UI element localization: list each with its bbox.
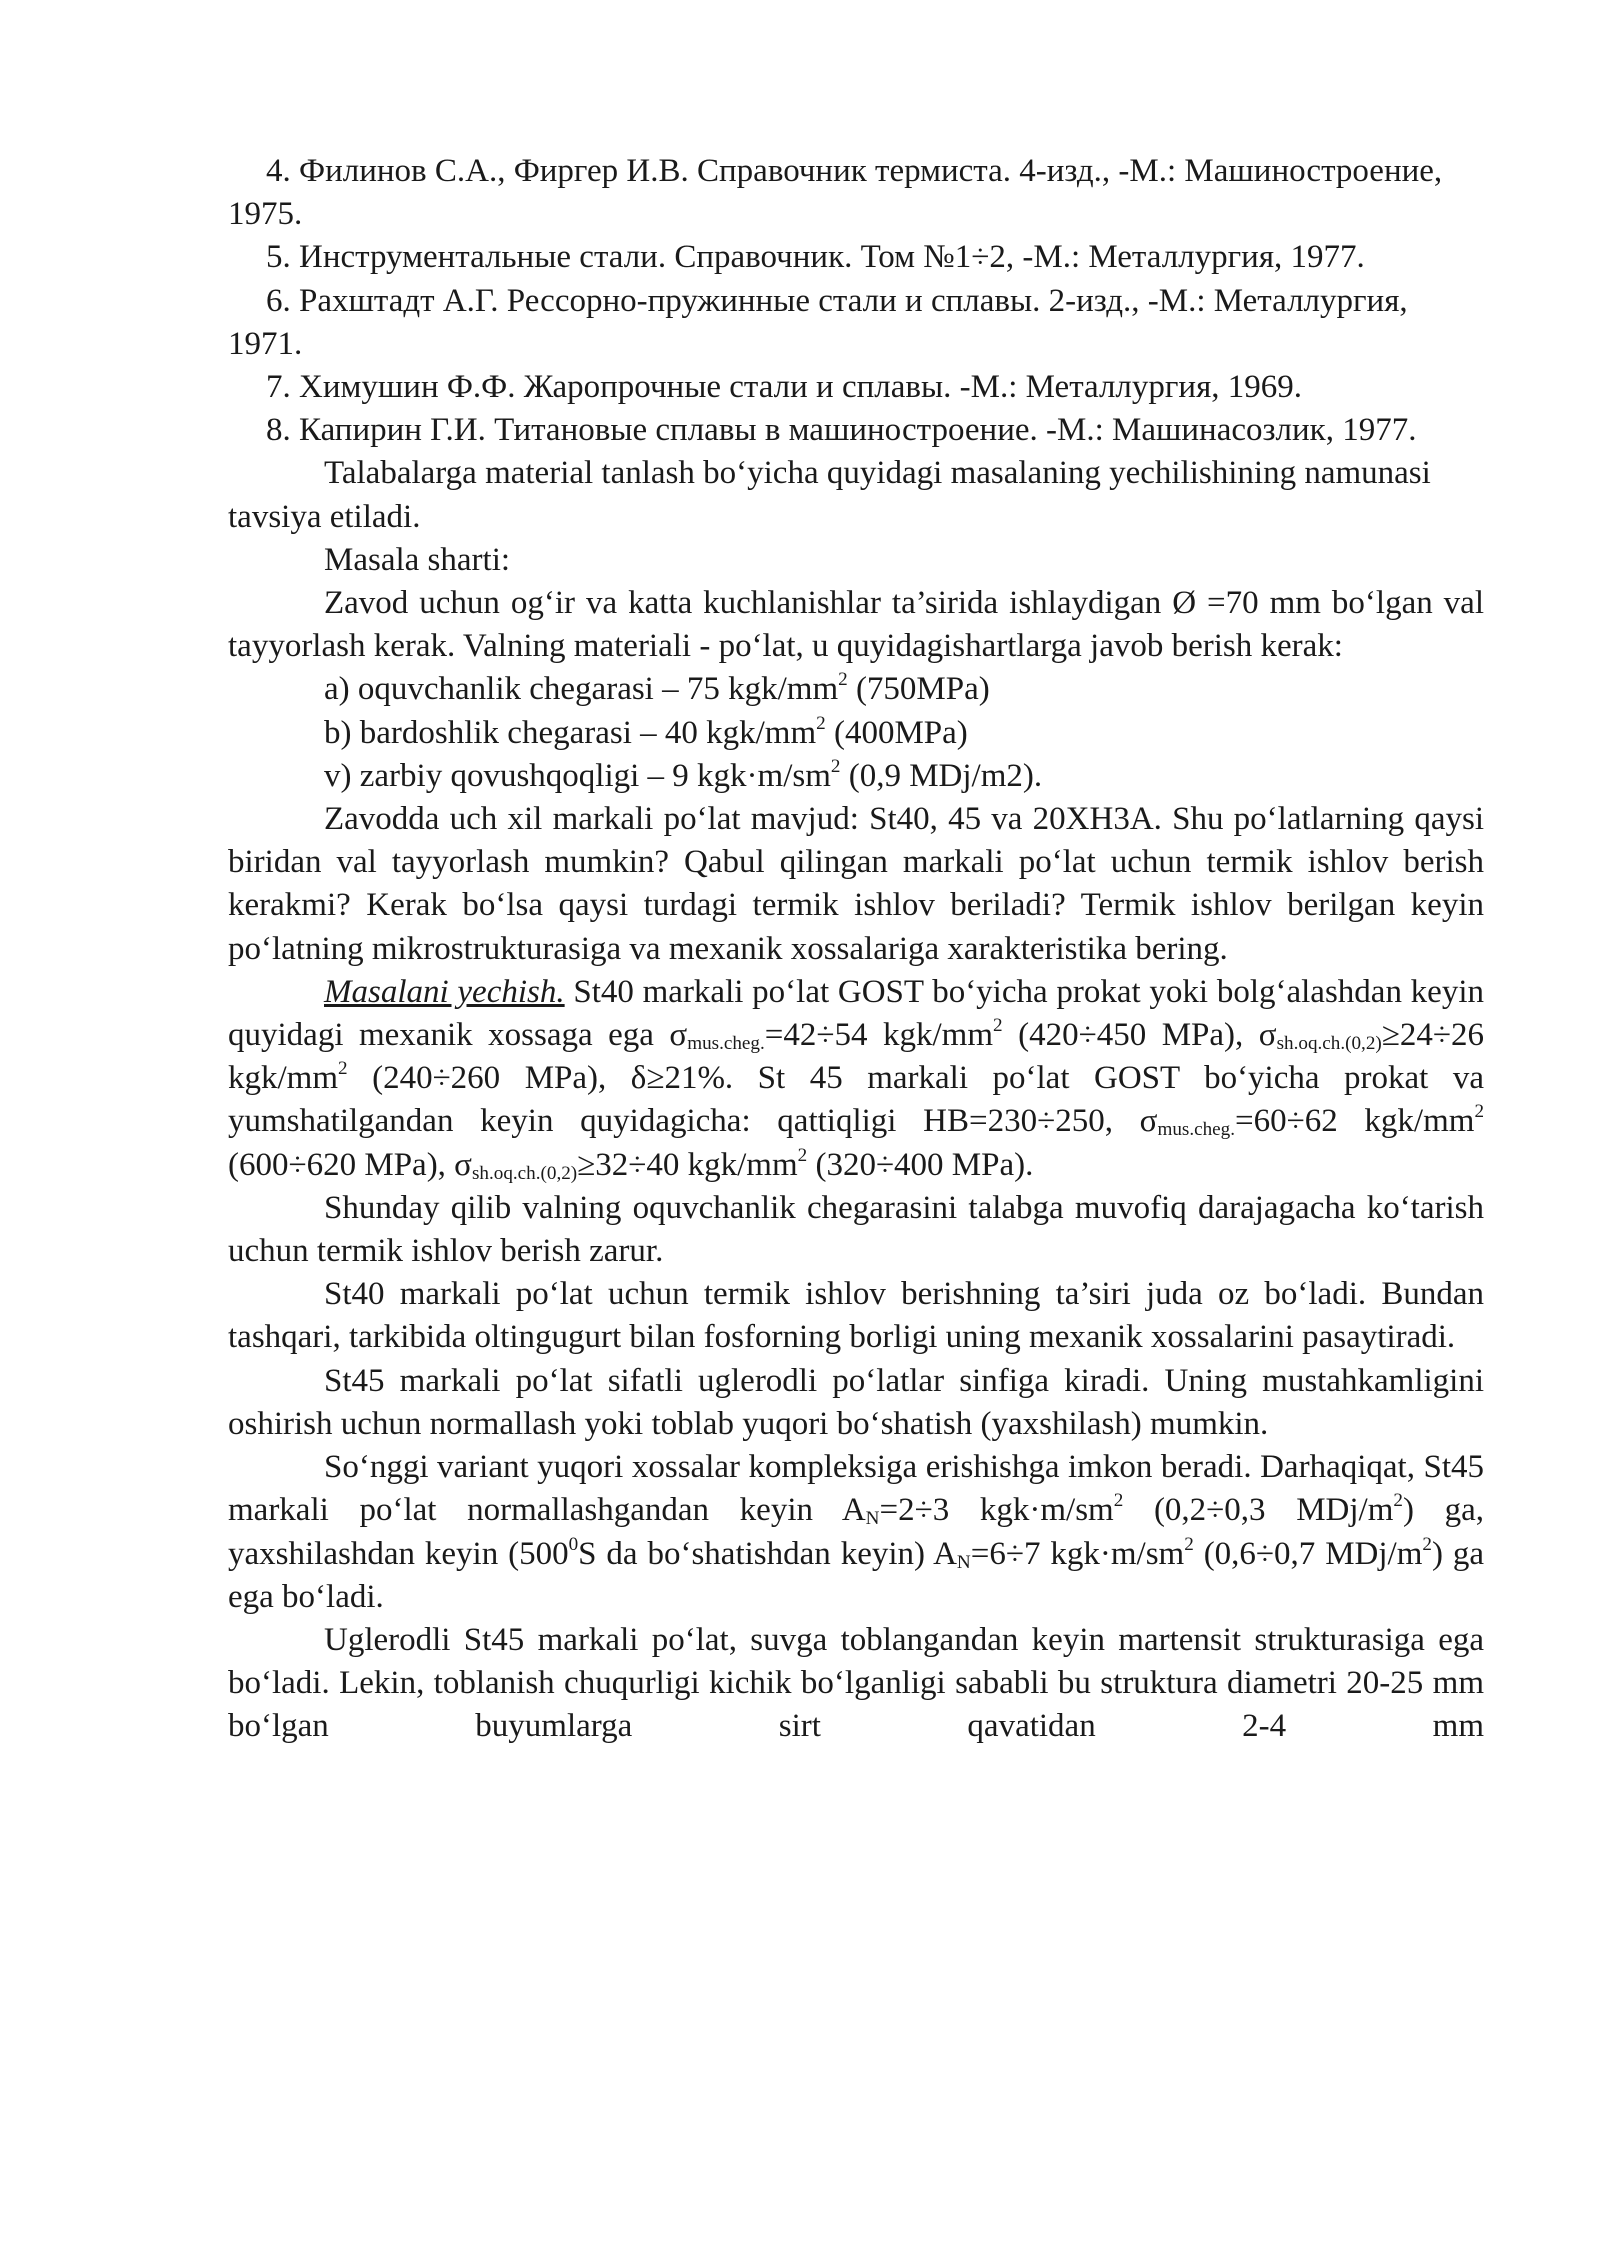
solution-text: St40 markali po‘lat GOST bo‘yicha prokat yoki bolg‘alashdan keyin quyidagi mexanik xossaga ega σ bbox=[228, 973, 1485, 1054]
superscript: 2 bbox=[816, 712, 826, 734]
solution-text: (600÷620 MPa), σ bbox=[228, 1146, 472, 1183]
st40-paragraph: St40 markali po‘lat uchun termik ishlov berishning ta’siri juda oz bo‘ladi. Bundan tashqari, tarkibida oltingugurt bilan fosforning borligi uning mexanik xossalarini pasaytiradi. bbox=[228, 1276, 1484, 1356]
requirement-a bbox=[228, 668, 1484, 711]
superscript: 2 bbox=[1113, 1490, 1124, 1512]
superscript: 2 bbox=[1422, 1533, 1432, 1555]
solution-paragraph bbox=[228, 971, 1484, 1187]
requirement-value: (0,9 MDj/m2). bbox=[840, 757, 1043, 794]
reference-5 bbox=[228, 236, 1484, 279]
reference-8 bbox=[228, 409, 1484, 452]
reference-text: Рахштадт А.Г. Рессорно-пружинные стали и сплавы. 2-изд., -М.: Металлургия, 1971. bbox=[228, 282, 1408, 362]
superscript: 2 bbox=[797, 1144, 808, 1166]
solution-text: (320÷400 MPa). bbox=[807, 1146, 1034, 1183]
requirement-v bbox=[228, 755, 1484, 798]
reference-number: 4. bbox=[266, 153, 291, 189]
requirement-value: (750MPa) bbox=[847, 671, 990, 708]
variant-text: (0,6÷0,7 MDj/m bbox=[1193, 1535, 1423, 1572]
subscript: sh.oq.ch.(0,2) bbox=[1276, 1033, 1382, 1055]
variant-text: =2÷3 kgk·m/sm bbox=[879, 1492, 1114, 1529]
variant-text: ) ga ega bo‘ladi. bbox=[228, 1535, 1485, 1615]
subscript: N bbox=[865, 1508, 880, 1530]
reference-text: Химушин Ф.Ф. Жаропрочные стали и сплавы. -М.: Металлургия, 1969. bbox=[299, 369, 1303, 406]
subscript: sh.oq.ch.(0,2) bbox=[471, 1162, 578, 1184]
requirement-text: v) zarbiy qovushqoqligi – 9 kgk·m/sm bbox=[324, 757, 831, 794]
requirement-value: (400MPa) bbox=[825, 714, 968, 751]
solution-text: (240÷260 MPa), δ≥21%. St 45 markali po‘lat GOST bo‘yicha prokat va yumshatilgandan keyin quyidagicha: qattiqligi HB=230÷250, σ bbox=[228, 1060, 1484, 1140]
subscript: mus.cheg. bbox=[687, 1033, 765, 1055]
reference-number: 5. bbox=[266, 239, 291, 276]
superscript: 2 bbox=[1474, 1101, 1485, 1123]
superscript: 2 bbox=[1393, 1490, 1403, 1512]
reference-text: Капирин Г.И. Титановые сплавы в машиностроение. -М.: Машинасозлик, 1977. bbox=[299, 412, 1417, 449]
requirement-b bbox=[228, 712, 1484, 755]
reference-7 bbox=[228, 366, 1484, 409]
variant-text: (0,2÷0,3 MDj/m bbox=[1123, 1492, 1394, 1529]
subscript: mus.cheg. bbox=[1157, 1119, 1236, 1141]
question-paragraph: Zavodda uch xil markali po‘lat mavjud: St40, 45 va 20XH3A. Shu po‘latlarning qaysi biridan val tayyorlash mumkin? Qabul qilingan markali po‘lat uchun termik ishlov berish kerakmi? Kerak bo‘lsa qaysi turdagi termik ishlov beriladi? Termik ishlov berilgan keyin po‘latning mikrostrukturasiga va mexanik xossalariga xarakteristika bering. bbox=[228, 801, 1484, 967]
variant-text: S da bo‘shatishdan keyin) A bbox=[578, 1535, 957, 1572]
superscript: 2 bbox=[838, 669, 848, 691]
last-paragraph: Uglerodli St45 markali po‘lat, suvga toblangandan keyin martensit strukturasiga ega bo‘ladi. Lekin, toblanish chuqurligi kichik bo‘lganligi sababli bu struktura diametri 20-25 mm bo‘lgan buyumlarga sirt qavatidan 2-4 mm bbox=[228, 1621, 1484, 1745]
shunday-paragraph: Shunday qilib valning oquvchanlik chegarasini talabga muvofiq darajagacha ko‘tarish uchun termik ishlov berish zarur. bbox=[228, 1189, 1484, 1270]
reference-number: 7. bbox=[266, 369, 291, 406]
variant-text: So‘nggi variant yuqori xossalar kompleksiga erishishga imkon beradi. Darhaqiqat, St45 markali po‘lat normallashgandan keyin A bbox=[228, 1449, 1484, 1529]
superscript: 2 bbox=[830, 756, 841, 778]
solution-text: =42÷54 kgk/mm bbox=[764, 1017, 994, 1054]
variant-text: =6÷7 kgk·m/sm bbox=[970, 1535, 1185, 1572]
condition-paragraph: Zavod uchun og‘ir va katta kuchlanishlar ta’sirida ishlaydigan Ø =70 mm bo‘lgan val tayyorlash kerak. Valning materiali - po‘lat, u quyidagishartlarga javob berish kerak: bbox=[228, 585, 1484, 665]
requirement-text: b) bardoshlik chegarasi – 40 kgk/mm bbox=[324, 714, 817, 751]
reference-text: Филинов С.А., Фиргер И.В. Справочник термиста. 4-изд., -М.: Машиностроение, 1975. bbox=[228, 153, 1443, 233]
solution-text: ≥24÷26 kgk/mm bbox=[228, 1017, 1484, 1097]
solution-text: (420÷450 MPa), σ bbox=[1002, 1017, 1277, 1054]
variant-text: ) ga, yaxshilashdan keyin (500 bbox=[228, 1492, 1485, 1572]
reference-number: 8. bbox=[266, 412, 291, 449]
reference-6 bbox=[228, 280, 1484, 366]
solution-text: ≥32÷40 kgk/mm bbox=[577, 1146, 798, 1183]
condition-heading: Masala sharti: bbox=[324, 541, 511, 578]
variant-paragraph bbox=[228, 1446, 1484, 1619]
document-page bbox=[228, 150, 1484, 1749]
reference-number: 6. bbox=[266, 282, 291, 319]
solution-heading: Masalani yechish. bbox=[324, 973, 565, 1010]
reference-4 bbox=[228, 150, 1484, 236]
subscript: N bbox=[956, 1551, 971, 1573]
intro-paragraph: Talabalarga material tanlash bo‘yicha quyidagi masalaning yechilishining namunasi tavsiya etiladi. bbox=[228, 455, 1431, 535]
superscript: 2 bbox=[1184, 1533, 1194, 1555]
solution-text: =60÷62 kgk/mm bbox=[1235, 1103, 1475, 1140]
reference-text: Инструментальные стали. Справочник. Том №1÷2, -М.: Металлургия, 1977. bbox=[299, 239, 1365, 276]
requirement-text: a) oquvchanlik chegarasi – 75 kgk/mm bbox=[324, 671, 839, 708]
superscript: 0 bbox=[568, 1533, 579, 1555]
st45-paragraph: St45 markali po‘lat sifatli uglerodli po‘latlar sinfiga kiradi. Uning mustahkamligini oshirish uchun normallash yoki toblab yuqori bo‘shatish (yaxshilash) mumkin. bbox=[228, 1362, 1484, 1442]
superscript: 2 bbox=[338, 1058, 348, 1080]
superscript: 2 bbox=[993, 1015, 1003, 1037]
